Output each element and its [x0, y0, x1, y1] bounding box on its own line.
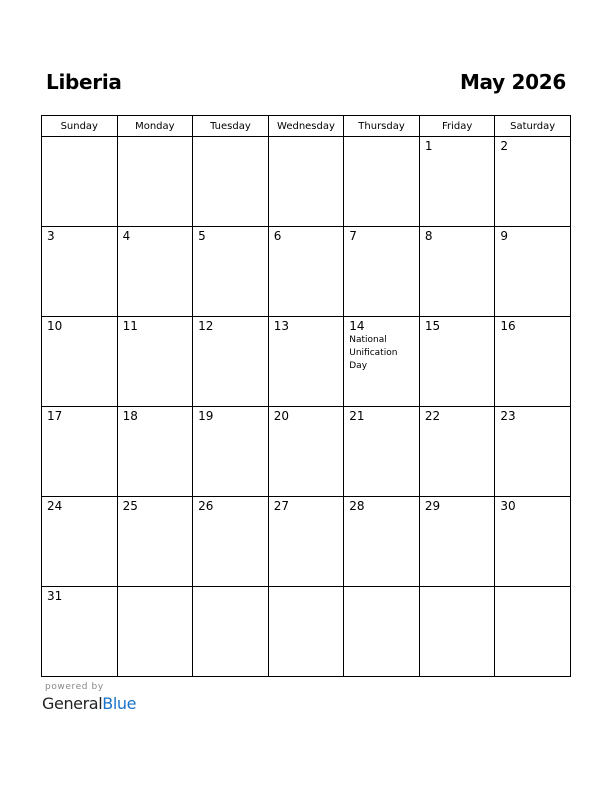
day-cell: [42, 587, 118, 677]
day-cell: [117, 137, 193, 227]
day-number: 23: [500, 409, 516, 423]
day-cell: [268, 137, 344, 227]
day-cell: [344, 137, 420, 227]
day-cell: [42, 497, 118, 587]
day-number: 21: [349, 409, 365, 423]
day-cell: [419, 407, 495, 497]
day-cell: [344, 227, 420, 317]
day-number: 1: [424, 139, 433, 153]
day-cell: [495, 317, 571, 407]
day-cell: [268, 407, 344, 497]
day-number: [269, 587, 344, 589]
weekday-header: Sunday: [42, 116, 118, 137]
day-number: [193, 137, 268, 139]
week-row: [42, 497, 571, 587]
day-number: 8: [424, 229, 433, 243]
day-number: [344, 587, 419, 589]
calendar-country-title: Liberia: [46, 70, 122, 94]
day-cell: [495, 407, 571, 497]
day-number: 24: [47, 499, 63, 513]
day-cell: [42, 227, 118, 317]
day-number: 9: [500, 229, 509, 243]
day-cell: [117, 227, 193, 317]
day-number: 28: [349, 499, 365, 513]
day-cell: [42, 137, 118, 227]
day-cell: [495, 227, 571, 317]
day-cell: [193, 317, 269, 407]
day-number: 25: [122, 499, 138, 513]
day-cell: [42, 317, 118, 407]
day-cell: [344, 407, 420, 497]
brand-logo[interactable]: [42, 694, 136, 713]
day-number: 17: [47, 409, 63, 423]
day-number: 12: [198, 319, 214, 333]
day-cell: [268, 317, 344, 407]
day-number: 18: [122, 409, 138, 423]
brand-general: General: [42, 694, 103, 713]
day-number: 14: [349, 319, 365, 333]
day-number: 6: [273, 229, 282, 243]
day-cell: [419, 587, 495, 677]
day-cell: [193, 497, 269, 587]
day-number: 11: [122, 319, 138, 333]
day-number: 10: [47, 319, 63, 333]
week-row: [42, 137, 571, 227]
day-cell: [419, 497, 495, 587]
day-number: [42, 137, 117, 139]
day-cell: [419, 317, 495, 407]
weekday-header-row: [42, 116, 571, 137]
weekday-header: Wednesday: [268, 116, 344, 137]
powered-by-text: powered by: [45, 682, 104, 692]
weekday-header: Friday: [419, 116, 495, 137]
day-number: 7: [349, 229, 357, 243]
day-number: [193, 587, 268, 589]
day-cell: [117, 407, 193, 497]
day-number: 29: [424, 499, 441, 513]
day-number: 30: [500, 499, 516, 513]
day-cell: [42, 407, 118, 497]
day-cell: [344, 587, 420, 677]
day-cell: [268, 497, 344, 587]
calendar-month-title: May 2026: [459, 70, 566, 94]
weekday-header: Tuesday: [193, 116, 269, 137]
day-number: 22: [424, 409, 441, 423]
week-row: [42, 407, 571, 497]
day-cell: [193, 587, 269, 677]
day-number: 26: [198, 499, 214, 513]
day-number: [118, 587, 193, 589]
day-number: 2: [500, 139, 509, 153]
day-number: 4: [122, 229, 131, 243]
weekday-header: Thursday: [344, 116, 420, 137]
day-cell: [268, 587, 344, 677]
holiday-label: National Unification Day: [349, 335, 398, 371]
day-number: 19: [198, 409, 214, 423]
day-number: 31: [47, 589, 63, 603]
day-cell: [117, 587, 193, 677]
day-number: [269, 137, 344, 139]
day-number: 20: [273, 409, 289, 423]
day-number: [495, 587, 570, 589]
day-cell: [344, 497, 420, 587]
day-number: [118, 137, 193, 139]
weekday-header: Monday: [117, 116, 193, 137]
day-number: 13: [273, 319, 289, 333]
day-cell-holiday: [344, 317, 420, 407]
day-number: 16: [500, 319, 516, 333]
day-cell: [268, 227, 344, 317]
day-cell: [193, 407, 269, 497]
week-row: [42, 317, 571, 407]
week-row: [42, 587, 571, 677]
day-cell: [193, 137, 269, 227]
brand-blue: Blue: [102, 694, 137, 713]
calendar-grid: [41, 115, 571, 677]
day-number: 5: [198, 229, 206, 243]
day-number: [420, 587, 495, 589]
day-cell: [117, 497, 193, 587]
day-cell: [419, 227, 495, 317]
day-cell: [495, 497, 571, 587]
day-cell: [193, 227, 269, 317]
day-number: 27: [273, 499, 289, 513]
day-cell: [419, 137, 495, 227]
weekday-header: Saturday: [495, 116, 571, 137]
day-cell: [495, 587, 571, 677]
week-row: [42, 227, 571, 317]
day-number: [344, 137, 419, 139]
day-cell: [117, 317, 193, 407]
day-cell: [495, 137, 571, 227]
day-number: 15: [424, 319, 441, 333]
day-number: 3: [47, 229, 55, 243]
